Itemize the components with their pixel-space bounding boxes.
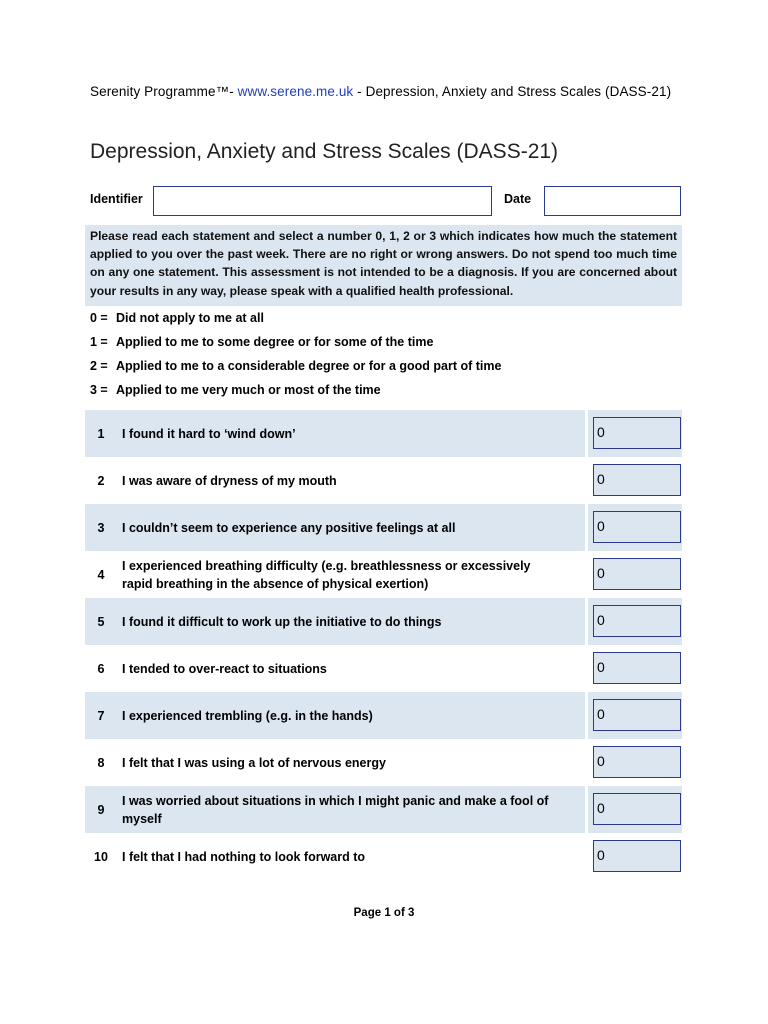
identifier-field[interactable] <box>153 186 492 216</box>
header-suffix: - Depression, Anxiety and Stress Scales (DASS-21) <box>353 84 672 99</box>
row-divider <box>585 786 588 833</box>
row-divider <box>585 598 588 645</box>
question-row <box>85 598 682 645</box>
question-number: 10 <box>94 849 108 864</box>
question-statement: I felt that I had nothing to look forward to <box>122 849 366 864</box>
answer-field[interactable]: 0 <box>593 793 681 825</box>
instructions-panel: Please read each statement and select a number 0, 1, 2 or 3 which indicates how much the statement applied to you over the past week. There are no right or wrong answers. Do not spend too much time on any one statement. This assessment is not intended to be a diagnosis. If you are concerned about your results in any way, please speak with a qualified health professional. <box>85 225 682 306</box>
question-row <box>85 692 682 739</box>
answer-field[interactable]: 0 <box>593 558 681 590</box>
answer-field[interactable]: 0 <box>593 511 681 543</box>
question-row <box>85 457 682 504</box>
question-number: 2 <box>97 473 105 488</box>
question-statement: I experienced trembling (e.g. in the hands) <box>122 708 373 723</box>
question-number: 1 <box>97 426 105 441</box>
question-row <box>85 504 682 551</box>
row-divider <box>585 645 588 692</box>
scale-key-number: 3 = <box>90 383 108 397</box>
scale-key-item <box>90 311 264 325</box>
answer-field[interactable]: 0 <box>593 840 681 872</box>
row-divider <box>585 504 588 551</box>
identifier-label: Identifier <box>90 192 143 206</box>
question-row <box>85 645 682 692</box>
page-header <box>90 84 671 99</box>
question-statement: I was worried about situations in which I might panic and make a fool of myself <box>122 793 549 826</box>
scale-key-item <box>90 335 433 349</box>
row-divider <box>585 692 588 739</box>
page-number: Page 1 of 3 <box>353 907 415 919</box>
scale-key-number: 2 = <box>90 359 108 373</box>
scale-key-number: 0 = <box>90 311 108 325</box>
row-divider <box>585 739 588 786</box>
question-row <box>85 833 682 880</box>
row-divider <box>585 833 588 880</box>
question-number: 6 <box>97 661 105 676</box>
question-number: 5 <box>97 614 105 629</box>
answer-field[interactable]: 0 <box>593 464 681 496</box>
question-row <box>85 786 682 833</box>
question-row <box>85 410 682 457</box>
row-divider <box>585 457 588 504</box>
answer-field[interactable]: 0 <box>593 652 681 684</box>
question-statement: I couldn’t seem to experience any positive feelings at all <box>122 520 456 535</box>
question-statement: I experienced breathing difficulty (e.g. breathlessness or excessively rapid breathing in the absence of physical exertion) <box>122 558 531 591</box>
row-divider <box>585 410 588 457</box>
question-number: 8 <box>97 755 105 770</box>
question-row <box>85 739 682 786</box>
answer-field[interactable]: 0 <box>593 746 681 778</box>
scale-key-number: 1 = <box>90 335 108 349</box>
question-row <box>85 551 682 598</box>
answer-field[interactable]: 0 <box>593 417 681 449</box>
question-number: 7 <box>97 708 105 723</box>
header-prefix: Serenity Programme™- <box>90 84 238 99</box>
page-title: Depression, Anxiety and Stress Scales (DASS-21) <box>90 140 559 163</box>
question-statement: I found it hard to ‘wind down’ <box>122 426 296 441</box>
row-divider <box>585 551 588 598</box>
question-statement: I felt that I was using a lot of nervous energy <box>122 755 386 770</box>
scale-key-text: Did not apply to me at all <box>116 311 264 325</box>
date-label: Date <box>504 192 532 206</box>
scale-key-item <box>90 359 501 373</box>
question-statement: I tended to over-react to situations <box>122 661 327 676</box>
scale-key-text: Applied to me very much or most of the time <box>116 383 381 397</box>
scale-key-text: Applied to me to some degree or for some of the time <box>116 335 434 349</box>
scale-key-item <box>90 383 381 397</box>
answer-field[interactable]: 0 <box>593 699 681 731</box>
scale-key-text: Applied to me to a considerable degree or for a good part of time <box>116 359 502 373</box>
question-number: 4 <box>97 567 105 582</box>
question-statement: I found it difficult to work up the initiative to do things <box>122 614 442 629</box>
answer-field[interactable]: 0 <box>593 605 681 637</box>
question-number: 3 <box>97 520 105 535</box>
website-link[interactable]: www.serene.me.uk <box>237 84 354 99</box>
question-statement: I was aware of dryness of my mouth <box>122 473 337 488</box>
date-field[interactable] <box>544 186 681 216</box>
question-number: 9 <box>97 802 105 817</box>
